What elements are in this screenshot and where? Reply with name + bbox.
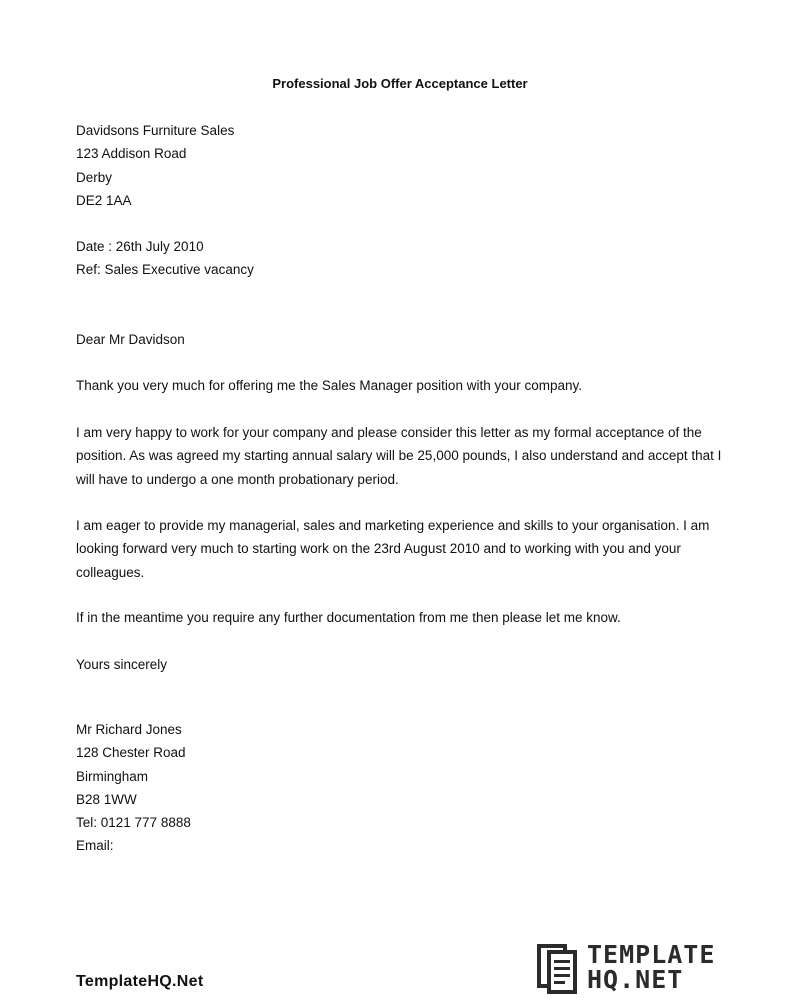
closing bbox=[76, 653, 167, 676]
logo-text-line2: HQ.NET bbox=[587, 965, 684, 994]
paragraph-3 bbox=[76, 514, 726, 584]
templatehq-logo bbox=[537, 940, 727, 996]
sender-email: Email: bbox=[76, 838, 114, 854]
paragraph-line: Thank you very much for offering me the Sales Manager position with your company. bbox=[76, 378, 582, 393]
letter-ref: Ref: Sales Executive vacancy bbox=[76, 262, 254, 278]
recipient-address bbox=[76, 119, 234, 212]
letter-date: Date : 26th July 2010 bbox=[76, 239, 204, 254]
letter-title: Professional Job Offer Acceptance Letter bbox=[272, 76, 528, 91]
closing-text: Yours sincerely bbox=[76, 657, 168, 672]
recipient-company: Davidsons Furniture Sales bbox=[76, 123, 235, 138]
recipient-street: 123 Addison Road bbox=[76, 146, 187, 162]
sender-city: Birmingham bbox=[76, 768, 149, 784]
sender-street: 128 Chester Road bbox=[76, 745, 186, 761]
sender-details bbox=[76, 718, 191, 858]
paragraph-line: position. As was agreed my starting annual salary will be 25,000 pounds, I also understand and accept that I bbox=[76, 448, 722, 464]
paragraph-line: I am very happy to work for your company and please consider this letter as my formal acceptance of the bbox=[76, 425, 702, 440]
sender-tel: Tel: 0121 777 8888 bbox=[76, 815, 191, 831]
letter-meta bbox=[76, 235, 254, 282]
paragraph-line: I am eager to provide my managerial, sales and marketing experience and skills to your organisation. I am bbox=[76, 518, 710, 533]
salutation bbox=[76, 328, 185, 351]
paragraph-line: colleagues. bbox=[76, 564, 145, 580]
recipient-city: Derby bbox=[76, 169, 113, 185]
salutation-text: Dear Mr Davidson bbox=[76, 332, 185, 347]
logo-text-line1: TEMPLATE bbox=[587, 940, 716, 969]
paragraph-line: looking forward very much to starting work on the 23rd August 2010 and to working with you and your bbox=[76, 541, 681, 557]
recipient-postcode: DE2 1AA bbox=[76, 192, 132, 208]
footer-site-name: TemplateHQ.Net bbox=[76, 973, 204, 990]
paragraph-2 bbox=[76, 421, 726, 491]
sender-postcode: B28 1WW bbox=[76, 791, 137, 807]
paragraph-line: If in the meantime you require any further documentation from me then please let me know. bbox=[76, 610, 621, 625]
document-icon bbox=[537, 944, 581, 994]
logo-wordmark bbox=[587, 942, 715, 992]
sender-name: Mr Richard Jones bbox=[76, 722, 182, 737]
paragraph-1 bbox=[76, 374, 726, 397]
paragraph-line: will have to undergo a one month probationary period. bbox=[76, 471, 399, 487]
paragraph-4 bbox=[76, 606, 726, 629]
